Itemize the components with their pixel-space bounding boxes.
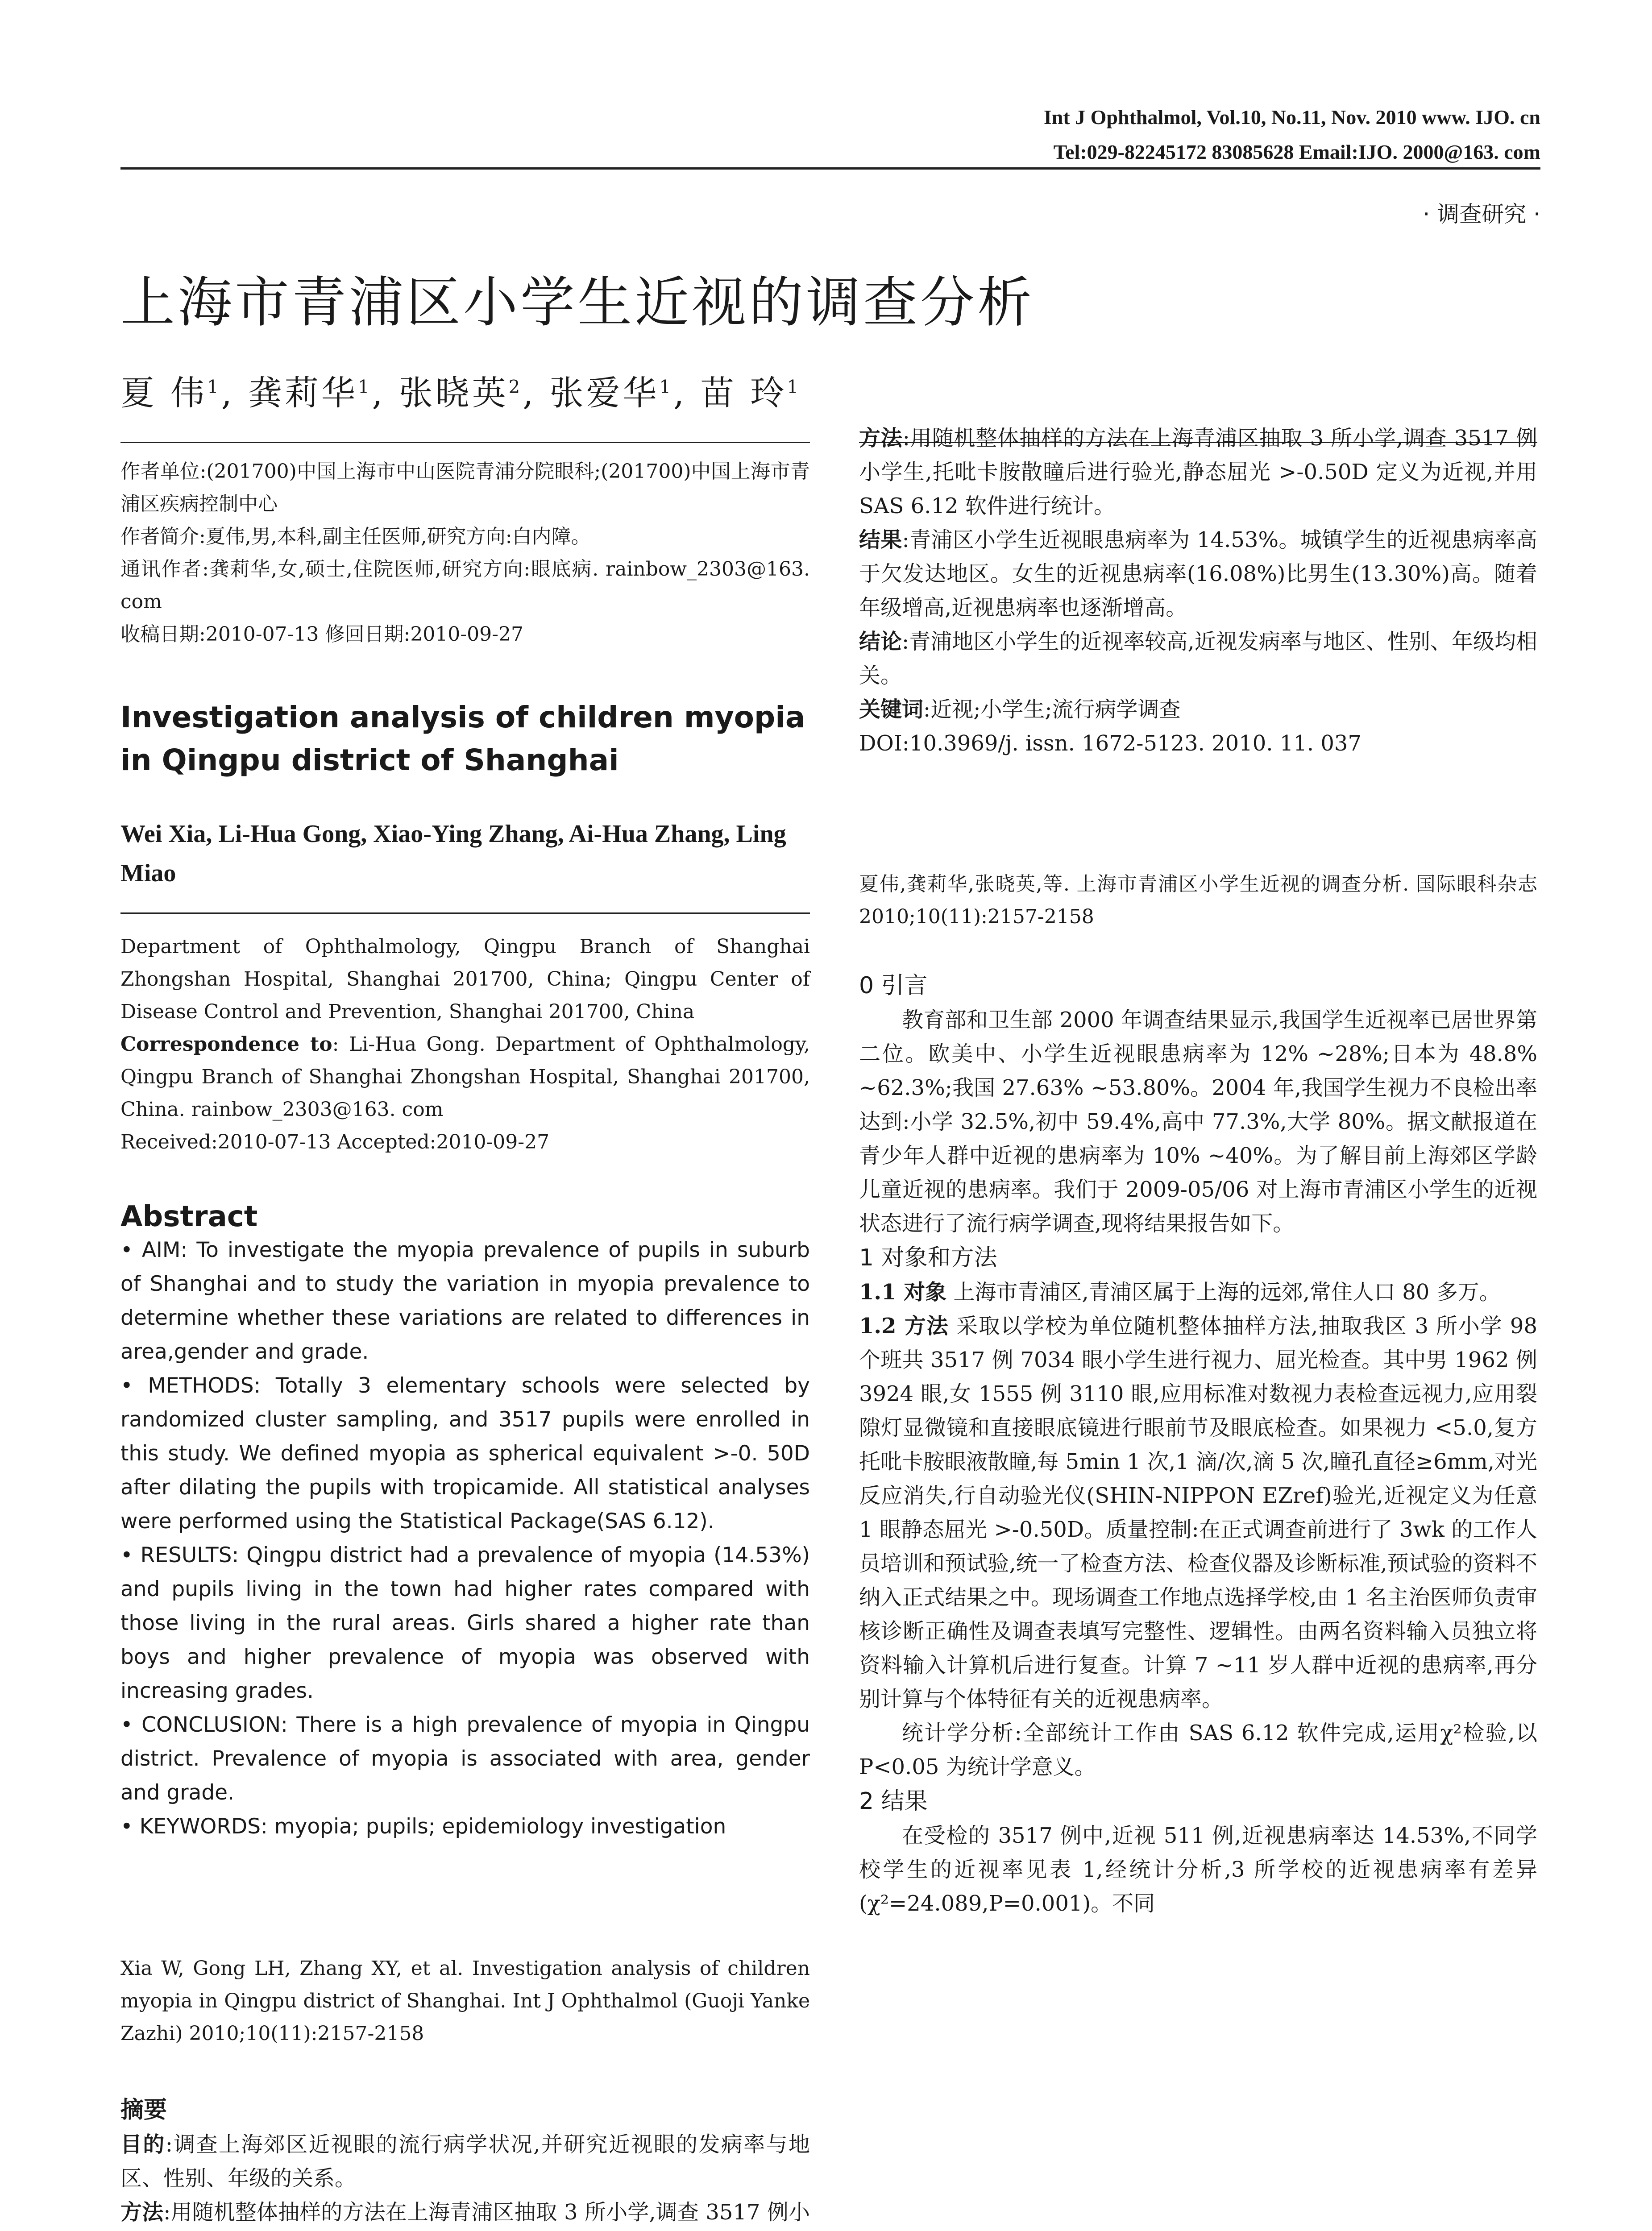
section-2-heading: 2 结果 (859, 1788, 928, 1815)
method-text: :用随机整体抽样的方法在上海青浦区抽取 3 所小学,调查 3517 例小 (163, 2200, 810, 2225)
left-column-rule (120, 442, 810, 443)
section-1-2 (859, 1309, 1537, 1716)
affil-corr: 通讯作者:龚莉华,女,硕士,住院医师,研究方向:眼底病. rainbow_2303@163. com (120, 558, 810, 613)
author-cn: 张爱华 (549, 373, 660, 413)
abstract-block (120, 1200, 810, 1844)
contact-header: Tel:029-82245172 83085628 Email:IJO. 2000@163. com (1053, 141, 1540, 163)
keywords-text: :近视;小学生;流行病学调查 (923, 697, 1181, 722)
journal-header: Int J Ophthalmol, Vol.10, No.11, Nov. 2010 www. IJO. cn (1043, 106, 1540, 129)
english-authors: Wei Xia, Li-Hua Gong, Xiao-Ying Zhang, Ai-Hua Zhang, Ling Miao (120, 820, 786, 887)
affil-dates: 收稿日期:2010-07-13 修回日期:2010-09-27 (120, 623, 524, 646)
method-label: 方法 (859, 426, 903, 451)
correspondence-label: Correspondence to (120, 1033, 332, 1056)
author-sup: 1 (207, 377, 221, 398)
s12-text: 采取以学校为单位随机整体抽样方法,抽取我区 3 所小学 98 个班共 3517 例 7034 眼小学生进行视力、屈光检查。其中男 1962 例 3924 眼,女 1555 例 3110 眼,应用标准对数视力表检查远视力,应用裂隙灯显微镜和直接眼底镜进行眼前节及眼底检查。如果视力 <5.0,复方托吡卡胺眼液散瞳,每 5min 1 次,1 滴/次,滴 5 次,瞳孔直径≥6mm,对光反应消失,行自动验光仪(SHIN-NIPPON EZref)验光,近视定义为任意 1 眼静态屈光 >-0.50D。质量控制:在正式调查前进行了 3wk 的工作人员培训和预试验,统一了检查方法、检查仪器及诊断标准,预试验的资料不纳入正式结果之中。现场调查工作地点选择学校,由 1 名主治医师负责审核诊断正确性及调查表填写完整性、逻辑性。由两名资料输入员独立将资料输入计算机后进行复查。计算 7 ~11 岁人群中近视的患病率,再分别计算与个体特征有关的近视患病率。 (859, 1314, 1537, 1712)
cn-abstract-rest (859, 523, 1537, 760)
affiliation-cn (120, 455, 810, 651)
cn-abstract-heading: 摘要 (120, 2097, 167, 2123)
result-label: 结果 (859, 527, 902, 552)
english-dates: Received:2010-07-13 Accepted:2010-09-27 (120, 1131, 550, 1153)
affil-bio: 作者简介:夏伟,男,本科,副主任医师,研究方向:白内障。 (120, 525, 591, 548)
keywords-label: 关键词 (859, 697, 924, 722)
english-title: Investigation analysis of children myopia in Qingpu district of Shanghai (120, 700, 805, 777)
body-text (859, 968, 1537, 1920)
english-citation-block (120, 1952, 810, 2050)
method-continued (859, 421, 1537, 523)
authors-cn: 夏 伟$^1$, 龚莉华$^1$, 张晓英$^2$, 张爱华$^1$, 苗 玲$^1$ (120, 373, 801, 413)
abstract-methods: • METHODS: Totally 3 elementary schools were selected by randomized cluster sampling, and 3517 pupils were enrolled in this study. We defined myopia as spherical equivalent >-0. 50D after dilating the pupils with tropicamide. All statistical analyses were performed using the Statistical Package(SAS 6.12). (120, 1373, 810, 1534)
method-text: :用随机整体抽样的方法在上海青浦区抽取 3 所小学,调查 3517 例小学生,托吡卡胺散瞳后进行验光,静态屈光 >-0.50D 定义为近视,并用 SAS 6.12 软件进行统计。 (859, 426, 1537, 518)
author-cn: 苗 玲 (700, 373, 787, 413)
statistics-paragraph: 统计学分析:全部统计工作由 SAS 6.12 软件完成,运用χ²检验,以 P<0.05 为统计学意义。 (859, 1721, 1537, 1779)
cn-citation: 夏伟,龚莉华,张晓英,等. 上海市青浦区小学生近视的调查分析. 国际眼科杂志 2010;10(11):2157-2158 (859, 873, 1537, 928)
author-cn: 张晓英 (398, 373, 509, 413)
abstract-keywords: • KEYWORDS: myopia; pupils; epidemiology investigation (120, 1814, 726, 1839)
doi: DOI:10.3969/j. issn. 1672-5123. 2010. 11. 037 (859, 731, 1362, 756)
cn-abstract-keywords (859, 693, 1537, 726)
section-0-paragraph: 教育部和卫生部 2000 年调查结果显示,我国学生近视率已居世界第二位。欧美中、小学生近视眼患病率为 12% ~28%;日本为 48.8% ~62.3%;我国 27.63% ~53.80%。2004 年,我国学生视力不良检出率达到:小学 32.5%,初中 59.4%,高中 77.3%,大学 80%。据文献报道在青少年人群中近视的患病率为 10% ~40%。为了解目前上海郊区学龄儿童近视的患病率。我们于 2009-05/06 对上海市青浦区小学生的近视状态进行了流行病学调查,现将结果报告如下。 (859, 1008, 1537, 1236)
cn-citation-block (859, 868, 1537, 933)
author-cn: 龚莉华 (248, 373, 358, 413)
affil-unit: 作者单位:(201700)中国上海市中山医院青浦分院眼科;(201700)中国上海市青浦区疾病控制中心 (120, 460, 810, 515)
author-cn: 夏 伟 (120, 373, 208, 413)
aim-text: :调查上海郊区近视眼的流行病学状况,并研究近视眼的发病率与地区、性别、年级的关系。 (120, 2132, 810, 2191)
author-sup: 1 (787, 377, 801, 398)
section-1-heading: 1 对象和方法 (859, 1244, 997, 1271)
s11-label: 1.1 对象 (859, 1280, 947, 1305)
cn-abstract-method-start (120, 2195, 810, 2229)
english-affiliation (120, 930, 810, 1158)
abstract-results: • RESULTS: Qingpu district had a prevalence of myopia (14.53%) and pupils living in the town had higher rates compared with those living in the rural areas. Girls shared a higher rate than boys and higher prevalence of myopia was observed with increasing grades. (120, 1543, 810, 1703)
english-title-block (120, 696, 810, 782)
cn-abstract-block (120, 2093, 810, 2229)
author-sup: 1 (357, 377, 372, 398)
conclusion-text: :青浦地区小学生的近视率较高,近视发病率与地区、性别、年级均相关。 (859, 629, 1537, 688)
aim-label: 目的 (120, 2132, 166, 2157)
correspondence-text: : Li-Hua Gong. Department of Ophthalmology, Qingpu Branch of Shanghai Zhongshan Hospital, Shanghai 201700, China. rainbow_2303@163. com (120, 1033, 810, 1121)
cn-abstract-aim (120, 2127, 810, 2195)
section-0-heading: 0 引言 (859, 972, 928, 999)
author-sup: 2 (508, 377, 523, 398)
method-label: 方法 (120, 2200, 164, 2225)
result-text: :青浦区小学生近视眼患病率为 14.53%。城镇学生的近视患病率高于欠发达地区。女生的近视患病率(16.08%)比男生(13.30%)高。随着年级增高,近视患病率也逐渐增高。 (859, 527, 1537, 620)
cn-abstract-conclusion (859, 625, 1537, 693)
english-authors-block (120, 814, 810, 893)
english-affil-rule (120, 912, 810, 914)
abstract-aim: • AIM: To investigate the myopia prevalence of pupils in suburb of Shanghai and to study the variation in myopia prevalence to determine whether these variations are related to differences in area,gender and grade. (120, 1238, 810, 1364)
cn-abstract-method-cont (859, 426, 1537, 523)
abstract-conclusion: • CONCLUSION: There is a high prevalence of myopia in Qingpu district. Prevalence of myopia is associated with area, gender and grade. (120, 1713, 810, 1805)
english-correspondence (120, 1028, 810, 1126)
section-2-paragraph: 在受检的 3517 例中,近视 511 例,近视患病率达 14.53%,不同学校学生的近视率见表 1,经统计分析,3 所学校的近视患病率有差异(χ²=24.089,P=0.001)。不同 (859, 1823, 1537, 1916)
article-title: 上海市青浦区小学生近视的调查分析 (120, 271, 1034, 334)
english-dept: Department of Ophthalmology, Qingpu Branch of Shanghai Zhongshan Hospital, Shanghai 201700, China; Qingpu Center of Disease Control and Prevention, Shanghai 201700, China (120, 935, 810, 1023)
cn-abstract-result (859, 523, 1537, 625)
s12-label: 1.2 方法 (859, 1314, 949, 1339)
conclusion-label: 结论 (859, 629, 902, 654)
english-citation: Xia W, Gong LH, Zhang XY, et al. Investigation analysis of children myopia in Qingpu district of Shanghai. Int J Ophthalmol (Guoji Yanke Zazhi) 2010;10(11):2157-2158 (120, 1957, 810, 2045)
section-1-1 (859, 1275, 1537, 1309)
author-sup: 1 (659, 377, 673, 398)
header-rule (120, 167, 1540, 170)
s11-text: 上海市青浦区,青浦区属于上海的远郊,常住人口 80 多万。 (946, 1280, 1501, 1305)
section-tag: · 调查研究 · (1423, 201, 1540, 227)
abstract-heading: Abstract (120, 1200, 258, 1233)
